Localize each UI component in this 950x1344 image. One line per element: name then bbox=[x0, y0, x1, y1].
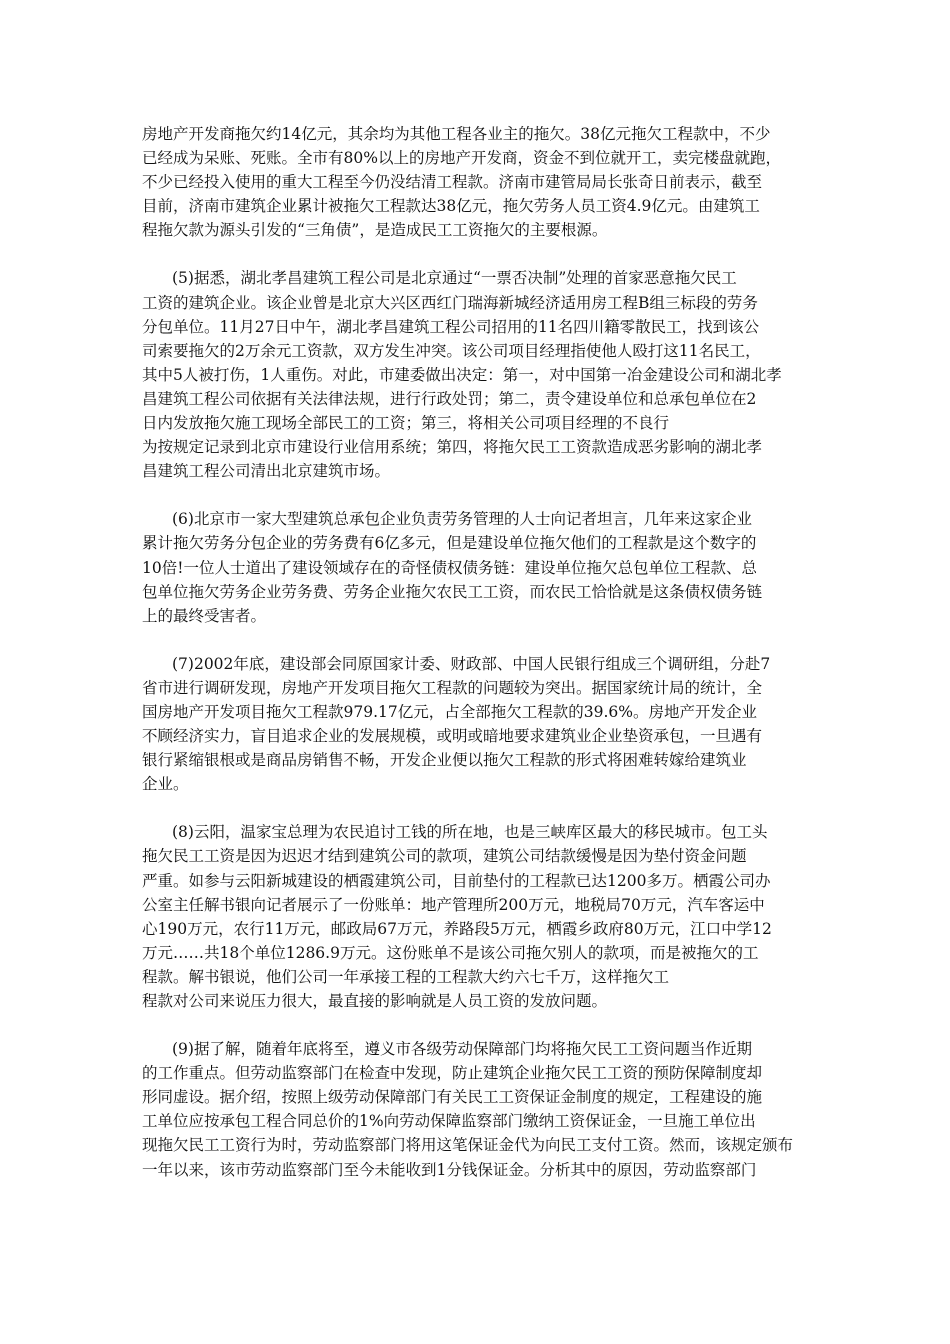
text-line: (6)北京市一家大型建筑总承包企业负责劳务管理的人士向记者坦言，几年来这家企业 bbox=[172, 510, 752, 529]
text-line: 不少已经投入使用的重大工程至今仍没结清工程款。济南市建管局局长张奇日前表示，截至 bbox=[142, 173, 763, 192]
document-page bbox=[142, 122, 810, 1206]
text-line: 拖欠民工工资是因为迟迟才结到建筑公司的款项，建筑公司结款缓慢是因为垫付资金问题 bbox=[142, 847, 747, 866]
text-line: (5)据悉，湖北孝昌建筑工程公司是北京通过“一票否决制”处理的首家恶意拖欠民工 bbox=[172, 269, 737, 288]
text-line: 公室主任解书银向记者展示了一份账单：地产管理所200万元，地税局70万元，汽车客运中 bbox=[142, 895, 765, 914]
text-line: 其中5人被打伤，1人重伤。对此，市建委做出决定：第一，对中国第一冶金建设公司和湖北孝 bbox=[142, 365, 782, 384]
text-line: 分包单位。11月27日中午，湖北孝昌建筑工程公司招用的11名四川籍零散民工，找到该公 bbox=[142, 317, 760, 336]
text-line: 心190万元，农行11万元，邮政局67万元，养路段5万元，栖霞乡政府80万元，江口中学12 bbox=[142, 919, 772, 938]
text-line: 工单位应按承包工程合同总价的1%向劳动保障监察部门缴纳工资保证金，一旦施工单位出 bbox=[142, 1112, 756, 1131]
text-line: 已经成为呆账、死账。全市有80%以上的房地产开发商，资金不到位就开工，卖完楼盘就跑， bbox=[142, 149, 781, 168]
text-line: 严重。如参与云阳新城建设的栖霞建筑公司，目前垫付的工程款已达1200多万。栖霞公司办 bbox=[142, 871, 771, 890]
text-line: 的工作重点。但劳动监察部门在检查中发现，防止建筑企业拖欠民工工资的预防保障制度却 bbox=[142, 1064, 763, 1083]
text-line: (7)2002年底，建设部会同原国家计委、财政部、中国人民银行组成三个调研组，分赴7 bbox=[172, 654, 771, 673]
text-line: 房地产开发商拖欠约14亿元，其余均为其他工程各业主的拖欠。38亿元拖欠工程款中，不少 bbox=[142, 125, 771, 143]
text-line: 企业。 bbox=[142, 775, 189, 794]
text-line: 昌建筑工程公司清出北京建筑市场。 bbox=[142, 462, 391, 481]
paragraph-8 bbox=[142, 820, 810, 1013]
paragraph-4-continued bbox=[142, 122, 810, 242]
text-line: 一年以来，该市劳动监察部门至今未能收到1分钱保证金。分析其中的原因，劳动监察部门 bbox=[142, 1160, 757, 1179]
paragraph-6 bbox=[142, 507, 810, 627]
text-line: 程款。解书银说，他们公司一年承接工程的工程款大约六七千万，这样拖欠工 bbox=[142, 967, 670, 986]
text-line: 为按规定记录到北京市建设行业信用系统；第四，将拖欠民工工资款造成恶劣影响的湖北孝 bbox=[142, 438, 763, 457]
text-line: 银行紧缩银根或是商品房销售不畅，开发企业便以拖欠工程款的形式将困难转嫁给建筑业 bbox=[142, 751, 747, 770]
text-line: 工资的建筑企业。该企业曾是北京大兴区西红门瑞海新城经济适用房工程B组三标段的劳务 bbox=[142, 293, 758, 312]
paragraph-7 bbox=[142, 652, 810, 797]
paragraph-9 bbox=[142, 1037, 810, 1182]
text-line: 累计拖欠劳务分包企业的劳务费有6亿多元，但是建设单位拖欠他们的工程款是这个数字的 bbox=[142, 534, 757, 553]
text-line: 包单位拖欠劳务企业劳务费、劳务企业拖欠农民工工资，而农民工恰恰就是这条债权债务链 bbox=[142, 582, 763, 601]
text-line: 国房地产开发项目拖欠工程款979.17亿元，占全部拖欠工程款的39.6%。房地产开发企业 bbox=[142, 702, 757, 721]
text-line: 程款对公司来说压力很大，最直接的影响就是人员工资的发放问题。 bbox=[142, 992, 608, 1010]
text-line: 不顾经济实力，盲目追求企业的发展规模，或明或暗地要求建筑业企业垫资承包，一旦遇有 bbox=[142, 727, 763, 746]
text-line: 省市进行调研发现，房地产开发项目拖欠工程款的问题较为突出。据国家统计局的统计，全 bbox=[142, 678, 763, 697]
text-line: 日内发放拖欠施工现场全部民工的工资；第三，将相关公司项目经理的不良行 bbox=[142, 414, 670, 433]
text-line: (8)云阳，温家宝总理为农民追讨工钱的所在地，也是三峡库区最大的移民城市。包工头 bbox=[172, 823, 768, 842]
text-line: 10倍!一位人士道出了建设领域存在的奇怪债权债务链：建设单位拖欠总包单位工程款、总 bbox=[142, 558, 757, 577]
text-line: 昌建筑工程公司依据有关法律法规，进行行政处罚；第二，责令建设单位和总承包单位在2 bbox=[142, 389, 757, 408]
text-line: 现拖欠民工工资行为时，劳动监察部门将用这笔保证金代为向民工支付工资。然而，该规定颁布 bbox=[142, 1136, 794, 1155]
text-line: 形同虚设。据介绍，按照上级劳动保障部门有关民工工资保证金制度的规定，工程建设的施 bbox=[142, 1088, 763, 1107]
text-line: (9)据了解，随着年底将至，遵义市各级劳动保障部门均将拖欠民工工资问题当作近期 bbox=[172, 1040, 752, 1059]
text-line: 程拖欠款为源头引发的“三角债”，是造成民工工资拖欠的主要根源。 bbox=[142, 221, 608, 240]
paragraph-5 bbox=[142, 266, 810, 483]
text-line: 司索要拖欠的2万余元工资款，双方发生冲突。该公司项目经理指使他人殴打这11名民工， bbox=[142, 341, 761, 360]
text-line: 万元……共18个单位1286.9万元。这份账单不是该公司拖欠别人的款项，而是被拖欠的工 bbox=[142, 943, 759, 962]
text-line: 上的最终受害者。 bbox=[142, 606, 267, 625]
text-line: 目前，济南市建筑企业累计被拖欠工程款达38亿元，拖欠劳务人员工资4.9亿元。由建筑工 bbox=[142, 197, 760, 216]
